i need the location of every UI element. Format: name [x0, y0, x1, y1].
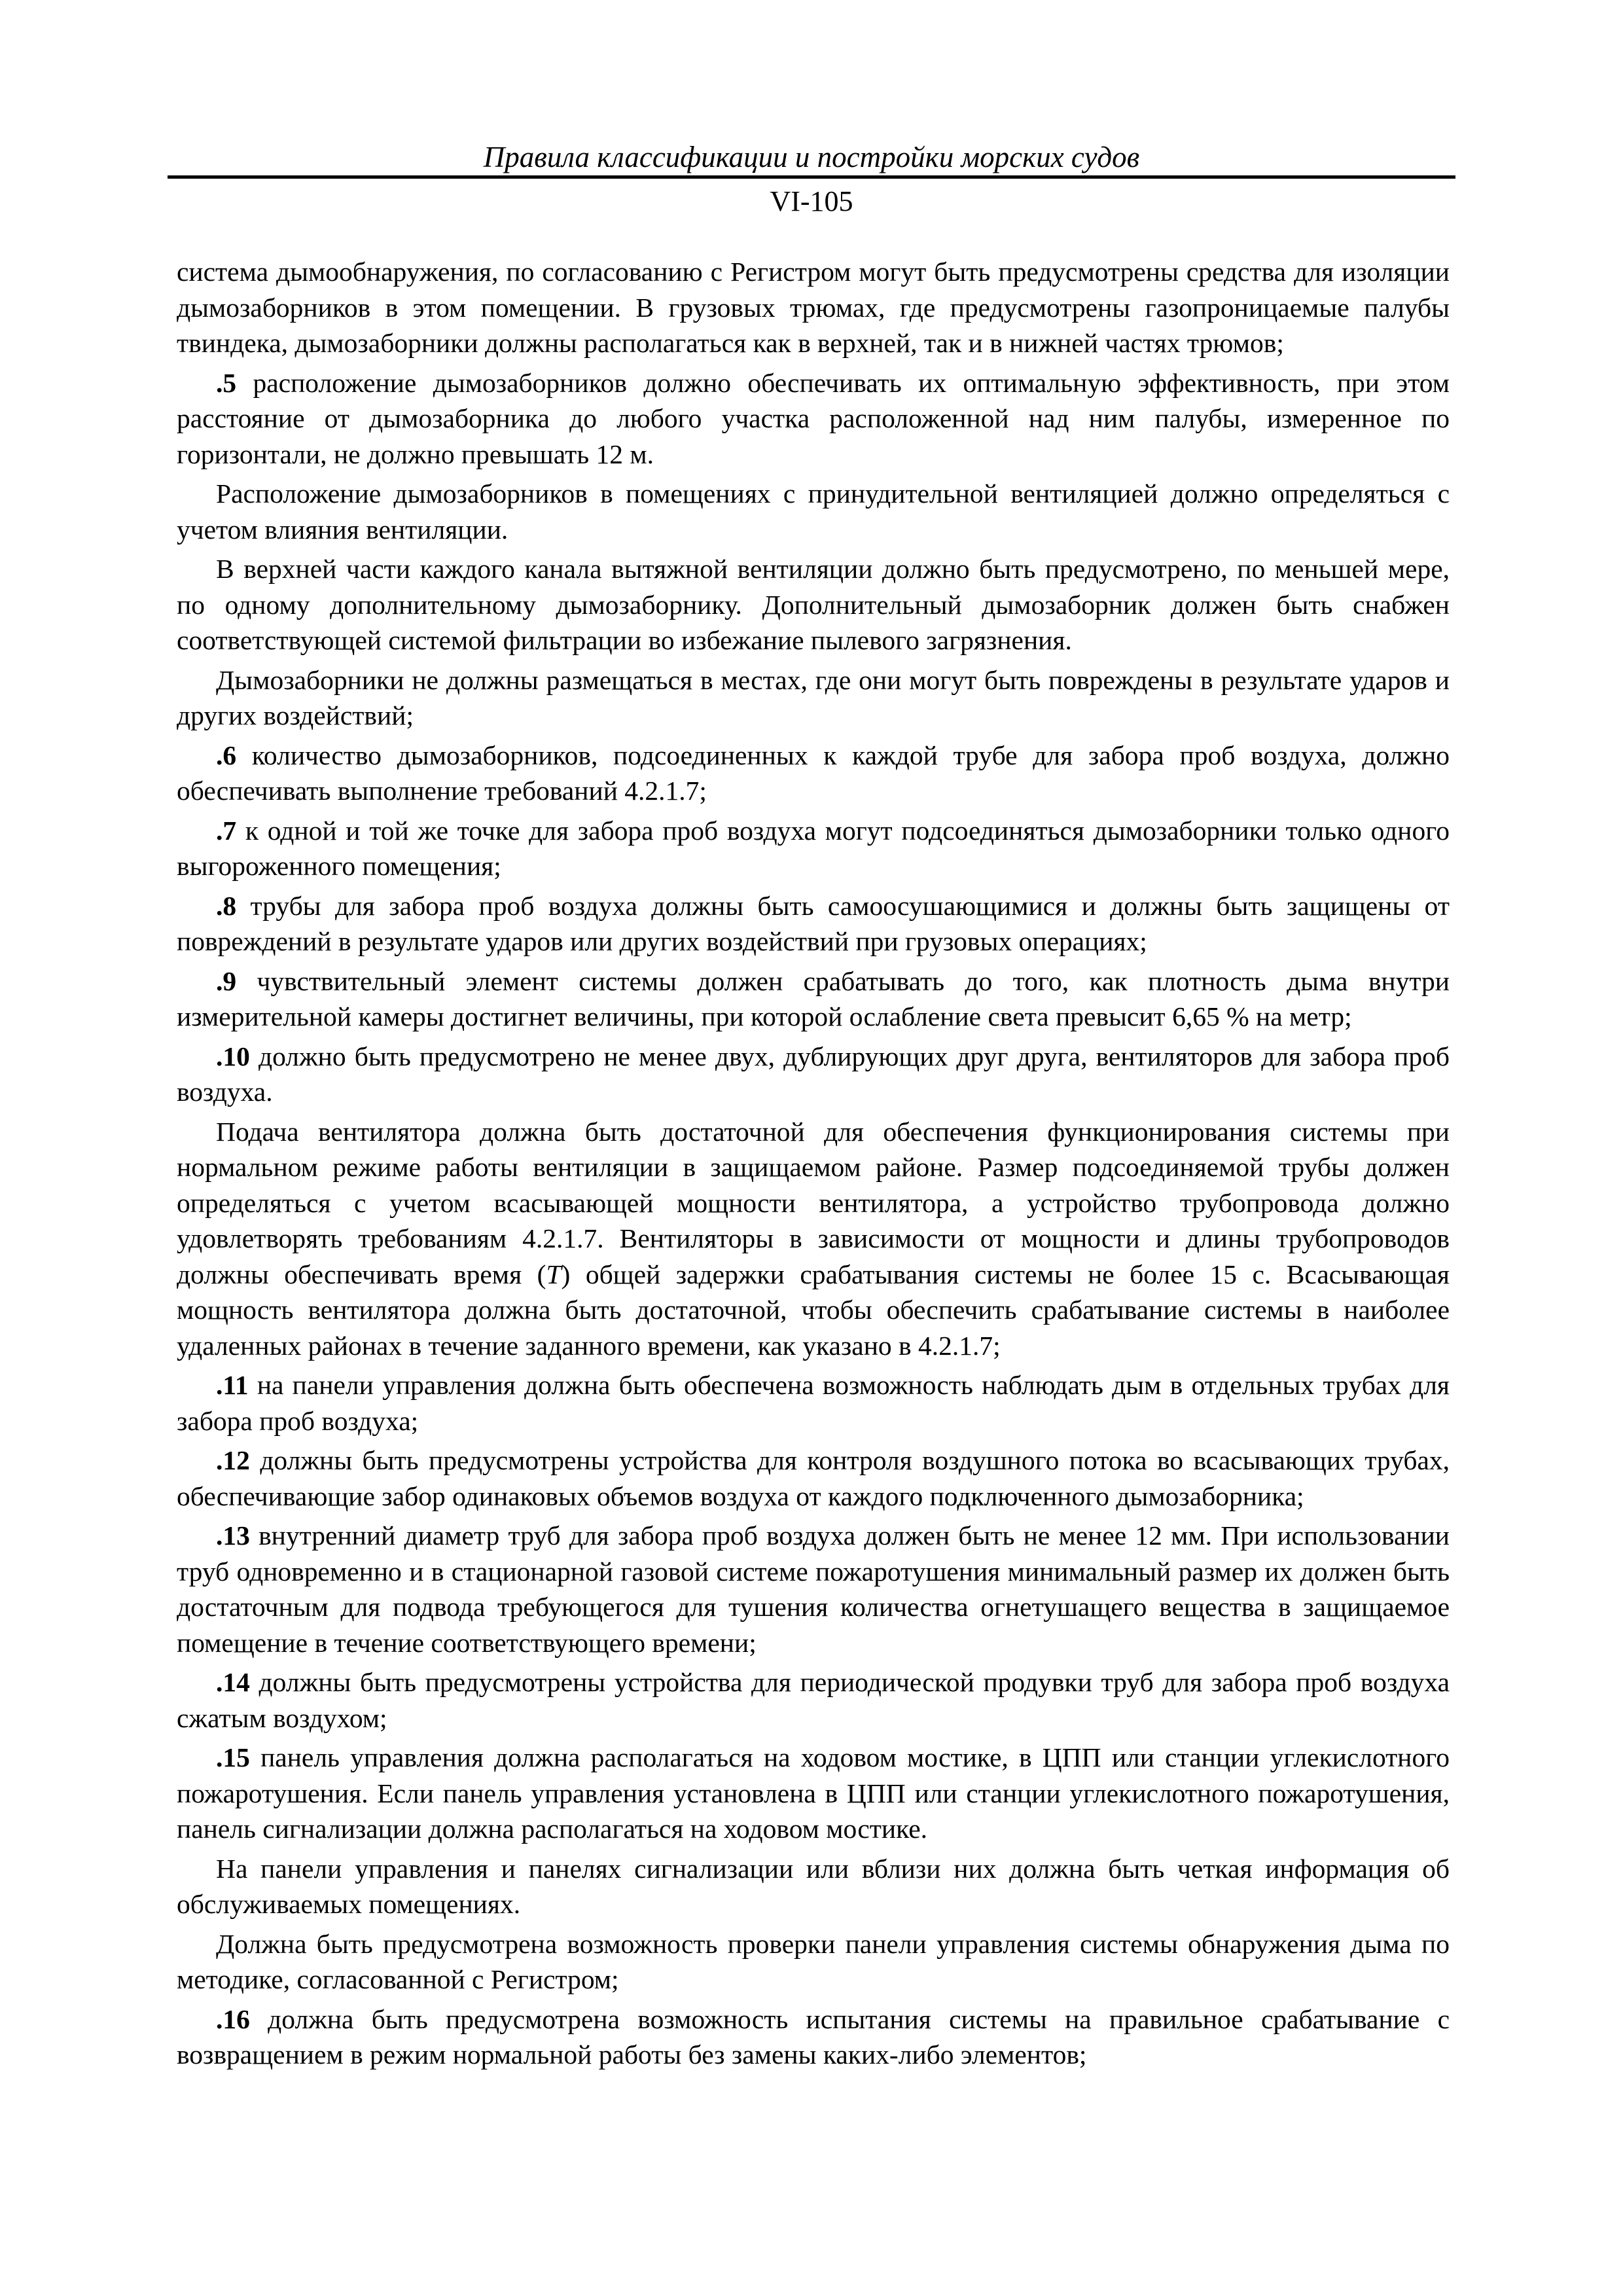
page-number: VI-105: [770, 185, 853, 217]
body-text: [177, 254, 1450, 2077]
item-number: .14: [216, 1667, 250, 1697]
paragraph-text: трубы для забора проб воздуха должны быть самоосушающимися и должны быть защищены от повреждений в результате ударов или других воздействий при грузовых операциях;: [177, 890, 1450, 956]
paragraph-text: система дымообнаружения, по согласованию с Регистром могут быть предусмотрены средства для изоляции дымозаборников в этом помещении. В грузовых трюмах, где предусмотрены газопроницаемые палубы твиндека, дымозаборники должны располагаться как в верхней, так и в нижней частях трюмов;: [177, 257, 1450, 358]
paragraph-text: В верхней части каждого канала вытяжной вентиляции должно быть предусмотрено, по меньшей мере, по одному дополнительному дымозаборнику. Дополнительный дымозаборник должен быть снабжен соответствующей системой фильтрации во избежание пылевого загрязнения.: [177, 554, 1450, 655]
item-number: .16: [216, 2003, 250, 2034]
paragraph-text: внутренний диаметр труб для забора проб воздуха должен быть не менее 12 мм. При использовании труб одновременно и в стационарной газовой системе пожаротушения минимальный размер их должен быть достаточным для подвода требующегося для тушения количества огнетушащего вещества в защищаемое помещение в течение соответствующего времени;: [177, 1520, 1450, 1658]
running-header-title: Правила классификации и постройки морских судов: [483, 141, 1140, 173]
paragraph: [177, 551, 1450, 658]
paragraph-text: Должна быть предусмотрена возможность проверки панели управления системы обнаружения дыма по методике, согласованной с Регистром;: [177, 1928, 1450, 1994]
paragraph-item-15: [177, 1740, 1450, 1847]
paragraph: [177, 1114, 1450, 1364]
paragraph: [177, 1926, 1450, 1998]
paragraph: [177, 476, 1450, 547]
paragraph-continuation: [177, 254, 1450, 361]
paragraph: [177, 1851, 1450, 1922]
paragraph-text: Дымозаборники не должны размещаться в местах, где они могут быть повреждены в результате ударов и других воздействий;: [177, 664, 1450, 730]
paragraph-text: должна быть предусмотрена возможность испытания системы на правильное срабатывание с возвращением в режим нормальной работы без замены каких-либо элементов;: [177, 2003, 1450, 2070]
item-number: .10: [216, 1041, 250, 1071]
paragraph-item-16: [177, 2001, 1450, 2073]
paragraph-text: количество дымозаборников, подсоединенных к каждой трубе для забора проб воздуха, должно обеспечивать выполнение требований 4.2.1.7;: [177, 740, 1450, 806]
item-number: .13: [216, 1520, 250, 1551]
paragraph-text: к одной и той же точке для забора проб воздуха могут подсоединяться дымозаборники только одного выгороженного помещения;: [177, 815, 1450, 881]
item-number: .12: [216, 1445, 250, 1475]
item-number: .8: [216, 890, 237, 921]
paragraph-item-10: [177, 1039, 1450, 1110]
variable-symbol: T: [546, 1259, 562, 1289]
paragraph-text: расположение дымозаборников должно обеспечивать их оптимальную эффективность, при этом расстояние от дымозаборника до любого участка расположенной над ним палубы, измеренное по горизонтали, не должно превышать 12 м.: [177, 367, 1450, 469]
paragraph-item-8: [177, 888, 1450, 960]
item-number: .9: [216, 965, 237, 996]
header-rule: [168, 175, 1455, 179]
paragraph-text: должны быть предусмотрены устройства для контроля воздушного потока во всасывающих трубах, обеспечивающие забор одинаковых объемов воздуха от каждого подключенного дымозаборника;: [177, 1445, 1450, 1511]
paragraph: [177, 662, 1450, 734]
paragraph-text: чувствительный элемент системы должен срабатывать до того, как плотность дыма внутри измерительной камеры достигнет величины, при которой ослабление света превысит 6,65 % на метр;: [177, 965, 1450, 1031]
paragraph-text: Расположение дымозаборников в помещениях с принудительной вентиляцией должно определяться с учетом влияния вентиляции.: [177, 478, 1450, 545]
item-number: .15: [216, 1742, 250, 1772]
paragraph-item-13: [177, 1518, 1450, 1660]
paragraph-text: панель управления должна располагаться на ходовом мостике, в ЦПП или станции углекислотного пожаротушения. Если панель управления установлена в ЦПП или станции углекислотного пожаротушения, панель сигнализации должна располагаться на ходовом мостике.: [177, 1742, 1450, 1844]
paragraph-text: должно быть предусмотрено не менее двух, дублирующих друг друга, вентиляторов для забора проб воздуха.: [177, 1041, 1450, 1107]
paragraph-item-9: [177, 963, 1450, 1035]
paragraph-text: На панели управления и панелях сигнализации или вблизи них должна быть четкая информация об обслуживаемых помещениях.: [177, 1853, 1450, 1919]
paragraph-item-14: [177, 1664, 1450, 1736]
paragraph-item-11: [177, 1367, 1450, 1439]
paragraph-text: на панели управления должна быть обеспечена возможность наблюдать дым в отдельных трубах для забора проб воздуха;: [177, 1370, 1450, 1436]
item-number: .6: [216, 740, 237, 770]
paragraph-text: Подача вентилятора должна быть достаточной для обеспечения функционирования системы при нормальном режиме работы вентиляции в защищаемом районе. Размер подсоединяемой трубы должен определяться с учетом всасывающей мощности вентилятора, а устройство трубопровода должно удовлетворять требованиям 4.2.1.7. Вентиляторы в зависимости от мощности и длины трубопроводов должны обеспечивать время (: [177, 1116, 1450, 1289]
item-number: .5: [216, 367, 237, 398]
paragraph-text: ) общей задержки срабатывания системы не более 15 с. Всасывающая мощность вентилятора должна быть достаточной, чтобы обеспечить срабатывание системы в наиболее удаленных районах в течение заданного времени, как указано в 4.2.1.7;: [177, 1259, 1450, 1361]
item-number: .7: [216, 815, 237, 846]
paragraph-item-12: [177, 1443, 1450, 1514]
paragraph-text: должны быть предусмотрены устройства для периодической продувки труб для забора проб воздуха сжатым воздухом;: [177, 1667, 1450, 1733]
paragraph-item-5: [177, 365, 1450, 473]
paragraph-item-6: [177, 738, 1450, 809]
paragraph-item-7: [177, 813, 1450, 884]
item-number: .11: [216, 1370, 249, 1400]
